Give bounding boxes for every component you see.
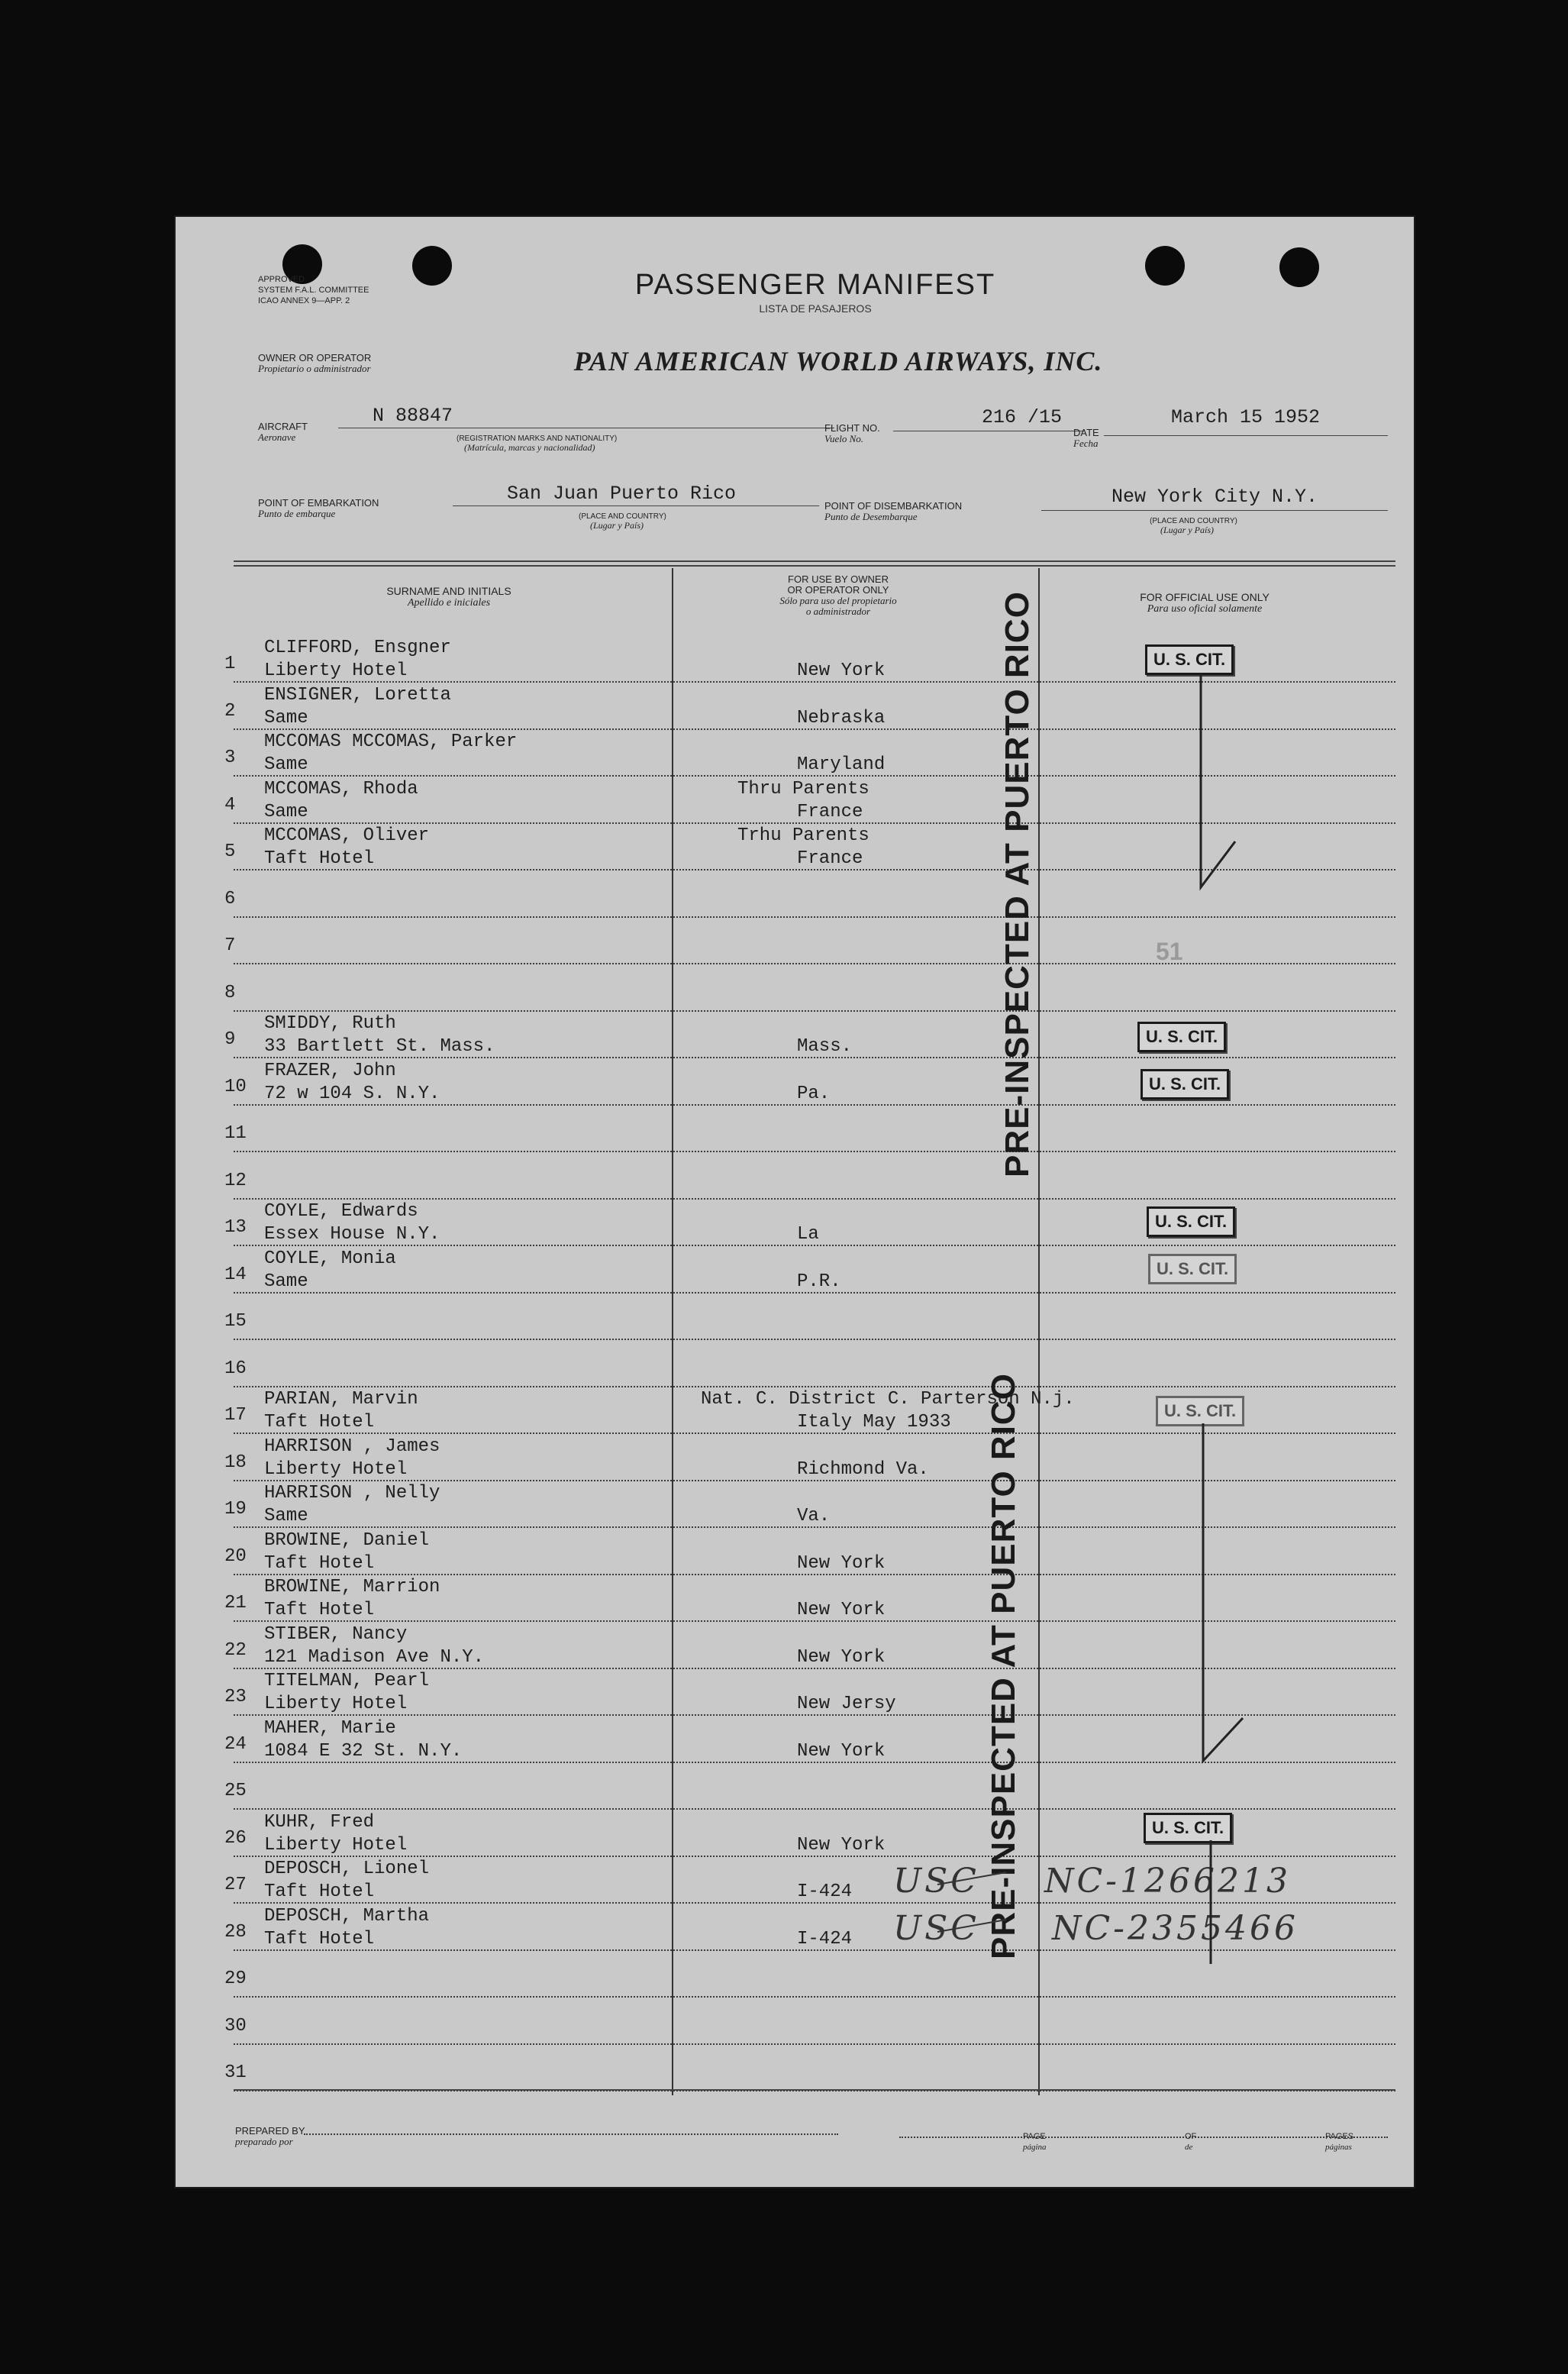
owner-use-value: I-424 bbox=[797, 1928, 853, 1949]
flight-label-es: Vuelo No. bbox=[824, 433, 864, 444]
row-number: 1 bbox=[224, 654, 236, 674]
col-head-owner-line: FOR USE BY OWNER bbox=[788, 573, 889, 585]
passenger-address: Taft Hotel bbox=[264, 1552, 375, 1574]
row-number: 31 bbox=[224, 2062, 247, 2083]
prepared-by-label-es: preparado por bbox=[235, 2136, 293, 2147]
disembark-place-note-es: (Lugar y País) bbox=[1160, 525, 1214, 535]
owner-use-value: New York bbox=[797, 1600, 886, 1620]
row-number: 15 bbox=[224, 1311, 247, 1332]
handwritten-alien-number: NC-2355466 bbox=[1052, 1909, 1299, 1948]
row-number: 12 bbox=[224, 1170, 247, 1191]
prepared-by-line bbox=[304, 2133, 838, 2135]
date-label: DATE bbox=[1073, 427, 1099, 438]
row-number: 21 bbox=[224, 1593, 247, 1613]
owner-use-value: Nat. C. District C. Parterson N.j. bbox=[701, 1389, 1075, 1410]
embarkation-value: San Juan Puerto Rico bbox=[507, 483, 737, 505]
passenger-address: 1084 E 32 St. N.Y. bbox=[264, 1740, 463, 1762]
row-number: 22 bbox=[224, 1639, 247, 1661]
owner-use-value: New York bbox=[797, 1740, 886, 1762]
passenger-name: MCCOMAS, Rhoda bbox=[264, 778, 418, 799]
row-number: 25 bbox=[224, 1781, 247, 1801]
owner-use-value: Mass. bbox=[797, 1036, 853, 1057]
passenger-name: HARRISON , Nelly bbox=[264, 1483, 440, 1504]
owner-use-value: Richmond Va. bbox=[797, 1458, 929, 1480]
passenger-address: Taft Hotel bbox=[264, 1928, 375, 1949]
passenger-name: DEPOSCH, Martha bbox=[264, 1905, 430, 1927]
passenger-address: Liberty Hotel bbox=[264, 1458, 408, 1480]
row-number: 17 bbox=[224, 1405, 247, 1426]
passenger-name: MCCOMAS MCCOMAS, Parker bbox=[264, 732, 518, 752]
passenger-name: COYLE, Edwards bbox=[264, 1201, 418, 1222]
row-number: 23 bbox=[224, 1687, 247, 1707]
passenger-name: DEPOSCH, Lionel bbox=[264, 1859, 430, 1879]
col-head-surname-label-es: Apellido e iniciales bbox=[407, 597, 491, 609]
passenger-name: ENSIGNER, Loretta bbox=[264, 684, 451, 706]
passenger-name: MAHER, Marie bbox=[264, 1717, 396, 1739]
passenger-address: Essex House N.Y. bbox=[264, 1224, 440, 1245]
passenger-address: Taft Hotel bbox=[264, 1600, 375, 1620]
passenger-name: BROWINE, Marrion bbox=[264, 1577, 440, 1597]
page-line bbox=[899, 2137, 1388, 2138]
page-title: PASSENGER MANIFEST bbox=[634, 269, 996, 301]
owner-use-value: New York bbox=[797, 1834, 886, 1856]
us-citizen-stamp: U. S. CIT. bbox=[1137, 1022, 1226, 1052]
checkmark-bracket bbox=[174, 215, 1415, 2188]
pages-label-es: páginas bbox=[1325, 2143, 1352, 2152]
row-number: 19 bbox=[224, 1499, 247, 1520]
us-citizen-stamp: U. S. CIT. bbox=[1141, 1069, 1229, 1100]
row-number: 10 bbox=[224, 1076, 247, 1097]
owner-use-value: Nebraska bbox=[797, 707, 886, 728]
owner-use-value: France bbox=[797, 848, 863, 869]
row-number: 28 bbox=[224, 1921, 247, 1943]
passenger-name: MCCOMAS, Oliver bbox=[264, 825, 430, 846]
owner-use-value: France bbox=[797, 801, 863, 822]
row-number: 11 bbox=[224, 1123, 247, 1144]
preinspected-stamp: PRE-INSPECTED AT PUERTO RICO bbox=[985, 1373, 1022, 1959]
embark-label-es: Punto de embarque bbox=[258, 508, 336, 519]
handwritten-usc: USC bbox=[893, 1909, 979, 1948]
embark-place-note: (PLACE AND COUNTRY) bbox=[579, 512, 666, 521]
registration-note: (REGISTRATION MARKS AND NATIONALITY) bbox=[457, 434, 618, 443]
owner-use-value: Trhu Parents bbox=[737, 825, 869, 846]
passenger-name: HARRISON , James bbox=[264, 1436, 440, 1457]
passenger-address: Taft Hotel bbox=[264, 1412, 375, 1432]
passenger-address: Same bbox=[264, 707, 308, 728]
owner-use-value: I-424 bbox=[797, 1881, 853, 1902]
row-number: 30 bbox=[224, 2015, 247, 2036]
row-number: 29 bbox=[224, 1969, 247, 1989]
col-head-official-label: FOR OFFICIAL USE ONLY bbox=[1140, 591, 1270, 603]
date-value: March 15 1952 bbox=[1171, 406, 1321, 428]
passenger-address: Same bbox=[264, 801, 308, 822]
passenger-address: Same bbox=[264, 1506, 308, 1526]
row-number: 8 bbox=[224, 982, 236, 1003]
passenger-address: Taft Hotel bbox=[264, 848, 375, 869]
passenger-address: Liberty Hotel bbox=[264, 661, 408, 681]
passenger-name: PARIAN, Marvin bbox=[264, 1389, 418, 1410]
disembark-label: POINT OF DISEMBARKATION bbox=[824, 500, 963, 512]
us-citizen-stamp: U. S. CIT. bbox=[1147, 1206, 1235, 1237]
aircraft-label-es: Aeronave bbox=[258, 431, 296, 443]
passenger-address: 72 w 104 S. N.Y. bbox=[264, 1083, 440, 1104]
owner-use-value: New York bbox=[797, 661, 886, 681]
aircraft-value: N 88847 bbox=[373, 405, 453, 427]
disembarkation-value: New York City N.Y. bbox=[1111, 486, 1318, 508]
row-number: 14 bbox=[224, 1264, 247, 1285]
passenger-address: Liberty Hotel bbox=[264, 1834, 408, 1856]
passenger-name: FRAZER, John bbox=[264, 1060, 396, 1081]
col-head-official-label-es: Para uso oficial solamente bbox=[1147, 603, 1263, 615]
row-number: 4 bbox=[224, 794, 236, 816]
owner-use-value: New York bbox=[797, 1646, 886, 1668]
us-citizen-stamp: U. S. CIT. bbox=[1148, 1254, 1237, 1284]
col-head-owner-line-es: o administrador bbox=[805, 606, 871, 617]
col-head-surname-label: SURNAME AND INITIALS bbox=[386, 585, 511, 597]
owner-use-value: New Jersy bbox=[797, 1694, 896, 1714]
row-number: 18 bbox=[224, 1452, 247, 1473]
passenger-address: Taft Hotel bbox=[264, 1881, 375, 1902]
owner-use-value: Va. bbox=[797, 1506, 831, 1526]
footer-rule bbox=[234, 2089, 1395, 2091]
us-citizen-stamp: U. S. CIT. bbox=[1145, 644, 1234, 675]
us-citizen-stamp: U. S. CIT. bbox=[1144, 1813, 1232, 1843]
row-number: 5 bbox=[224, 841, 236, 862]
row-number: 3 bbox=[224, 748, 236, 768]
passenger-name: TITELMAN, Pearl bbox=[264, 1671, 430, 1691]
owner-use-value: Pa. bbox=[797, 1083, 831, 1104]
row-number: 16 bbox=[224, 1358, 247, 1379]
owner-label-es: Propietario o administrador bbox=[258, 363, 371, 374]
of-label: OF bbox=[1185, 2132, 1197, 2141]
page-subtitle: LISTA DE PASAJEROS bbox=[759, 302, 872, 315]
preinspected-stamp: PRE-INSPECTED AT PUERTO RICO bbox=[999, 591, 1036, 1177]
approval-line: ICAO ANNEX 9—APP. 2 bbox=[258, 296, 350, 305]
passenger-name: BROWINE, Daniel bbox=[264, 1529, 430, 1551]
owner-use-value: P.R. bbox=[797, 1271, 841, 1292]
passenger-address: Liberty Hotel bbox=[264, 1694, 408, 1714]
row-number: 7 bbox=[224, 935, 236, 956]
date-label-es: Fecha bbox=[1073, 438, 1099, 449]
flight-value: 216 /15 bbox=[982, 406, 1063, 428]
disembark-place-note: (PLACE AND COUNTRY) bbox=[1150, 517, 1237, 525]
operator-name: PAN AMERICAN WORLD AIRWAYS, INC. bbox=[573, 346, 1103, 376]
row-number: 13 bbox=[224, 1217, 247, 1238]
prepared-by-label: PREPARED BY bbox=[235, 2125, 305, 2137]
owner-use-value: La bbox=[797, 1224, 819, 1245]
row-number: 2 bbox=[224, 700, 236, 722]
us-citizen-stamp: U. S. CIT. bbox=[1156, 1396, 1244, 1426]
embark-place-note-es: (Lugar y País) bbox=[590, 520, 644, 531]
row-number: 9 bbox=[224, 1029, 236, 1050]
disembark-label-es: Punto de Desembarque bbox=[824, 511, 918, 522]
embark-label: POINT OF EMBARKATION bbox=[258, 497, 379, 509]
passenger-address: 121 Madison Ave N.Y. bbox=[264, 1646, 485, 1668]
passenger-name: SMIDDY, Ruth bbox=[264, 1013, 396, 1034]
owner-label: OWNER OR OPERATOR bbox=[258, 352, 372, 363]
row-number: 6 bbox=[224, 888, 236, 909]
col-head-owner-line: OR OPERATOR ONLY bbox=[787, 584, 889, 596]
handwritten-usc: USC bbox=[893, 1862, 979, 1901]
passenger-name: STIBER, Nancy bbox=[264, 1623, 408, 1645]
page-label: PAGE bbox=[1023, 2132, 1046, 2141]
owner-use-value: Italy May 1933 bbox=[797, 1412, 951, 1432]
passenger-name: CLIFFORD, Ensgner bbox=[264, 638, 451, 658]
row-number: 26 bbox=[224, 1827, 247, 1849]
passenger-address: 33 Bartlett St. Mass. bbox=[264, 1036, 495, 1057]
col-head-owner-line-es: Sólo para uso del propietario bbox=[779, 595, 897, 606]
passenger-name: COYLE, Monia bbox=[264, 1248, 396, 1269]
owner-use-value: New York bbox=[797, 1552, 886, 1574]
of-label-es: de bbox=[1185, 2143, 1193, 2152]
flight-label: FLIGHT NO. bbox=[824, 422, 880, 434]
passenger-name: KUHR, Fred bbox=[264, 1811, 375, 1833]
row-number: 20 bbox=[224, 1546, 247, 1567]
page-label-es: página bbox=[1023, 2143, 1047, 2152]
registration-note-es: (Matrícula, marcas y nacionalidad) bbox=[464, 442, 595, 453]
passenger-address: Same bbox=[264, 1271, 308, 1292]
manifest-sheet bbox=[174, 215, 1415, 2188]
handwritten-alien-number: NC-1266213 bbox=[1044, 1862, 1291, 1901]
passenger-address: Same bbox=[264, 754, 308, 775]
row-number: 27 bbox=[224, 1875, 247, 1895]
aircraft-label: AIRCRAFT bbox=[258, 421, 308, 432]
owner-use-value: Thru Parents bbox=[737, 778, 869, 799]
approval-line: SYSTEM F.A.L. COMMITTEE bbox=[258, 286, 369, 295]
pages-label: PAGES bbox=[1325, 2132, 1354, 2141]
approval-line: APPROVED bbox=[258, 275, 305, 284]
faint-stamp-number: 51 bbox=[1156, 938, 1183, 965]
row-number: 24 bbox=[224, 1733, 247, 1755]
owner-use-value: Maryland bbox=[797, 754, 886, 775]
